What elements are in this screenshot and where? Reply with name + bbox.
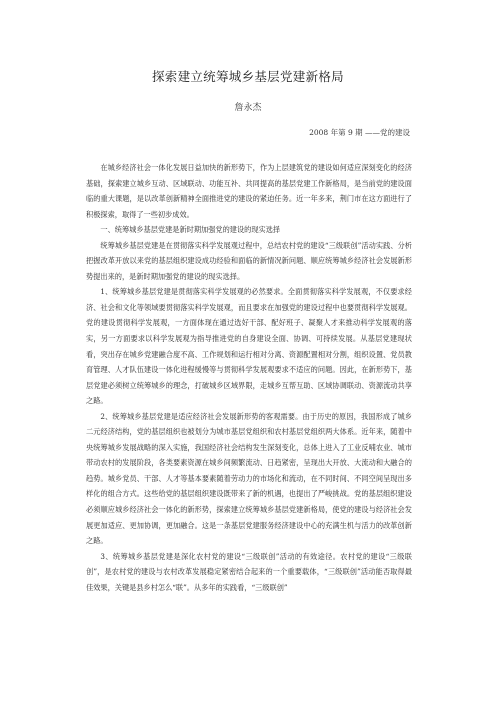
- section-heading: 一、统筹城乡基层党建是新时期加强党的建设的现实选择: [100, 225, 281, 235]
- paragraph: 统筹城乡基层党建是在贯彻落实科学发展观过程中，总结农村党的建设“三级联创”活动实践、分析把握改革开放以来党的基层组织建设成功经验和面临的新情况新问题、顺应统筹城乡经济社会发展新形势提出来的，是新时期加强党的建设的现实选择。: [86, 240, 412, 281]
- page-title: 探索建立统筹城乡基层党建新格局: [151, 69, 344, 84]
- paragraph: 3、统筹城乡基层党建是深化农村党的建设“三级联创”活动的有效途径。农村党的建设“三级联创”，是农村党的建设与农村改革发展稳定紧密结合起来的一个重要载体，“三级联创”活动能否取得最佳效果，关键是县乡村怎么“联”。从多年的实践看，“三级联创”: [86, 551, 412, 592]
- paragraph: 在城乡经济社会一体化发展日益加快的新形势下，作为上层建筑党的建设如何适应深刻变化的经济基础，探索建立城乡互动、区域联动、功能互补、共同提高的基层党建工作新格局，是当前党的建设面临的重大课题，是以改革创新精神全面推进党的建设的紧迫任务。近一年多来，荆门市在这方面进行了积极探索，取得了一些初步成效。: [86, 163, 412, 219]
- author-name: 詹永杰: [234, 103, 262, 113]
- paragraph: 2、统筹城乡基层党建是适应经济社会发展新形势的客观需要。由于历史的原因，我国形成了城乡二元经济结构，党的基层组织也被划分为城市基层党组织和农村基层党组织两大体系。近年来，随着中央统筹城乡发展战略的深入实施，我国经济社会结构发生深刻变化，总体上进入了工业反哺农业、城市带动农村的发展阶段，各类要素资源在城乡间频繁流动、日趋紧密，呈现出大开放、大流动和大融合的趋势。城乡党员、干部、人才等基本要素随着劳动力的市场化和流动，在不同时间、不同空间呈现出多样化的组合方式。这些给党的基层组织建设既带来了新的机遇，也提出了严峻挑战。党的基层组织建设必须顺应城乡经济社会一体化的新形势，探索建立统筹城乡基层党建新格局，使党的建设与经济社会发展更加适应、更加协调，更加融合。这是一条基层党建服务经济建设中心的充满生机与活力的改革创新之路。: [86, 411, 412, 546]
- article-body: [86, 160, 412, 595]
- source-line: 2008 年第 9 期 ——党的建设: [309, 128, 410, 137]
- paragraph: 1、统筹城乡基层党建是贯彻落实科学发展观的必然要求。全面贯彻落实科学发展观，不仅要求经济、社会和文化等领域要贯彻落实科学发展观，而且要求在加强党的建设过程中也要贯彻科学发展观。党的建设贯彻科学发展观，一方面体现在通过选好干部、配好班子、凝聚人才来推动科学发展观的落实，另一方面要求以科学发展观为指导推进党的自身建设全面、协调、可持续发展。从基层党建现状看，突出存在城乡党建融合度不高、工作规划和运行相对分离、资源配置相对分割，组织设置、党员教育管理、人才队伍建设一体化进程缓慢等与贯彻科学发展观要求不适应的问题。因此，在新形势下，基层党建必须树立统筹城乡的理念，打破城乡区域界限，走城乡互帮互助、区域协调联动、资源流动共享之路。: [86, 287, 412, 406]
